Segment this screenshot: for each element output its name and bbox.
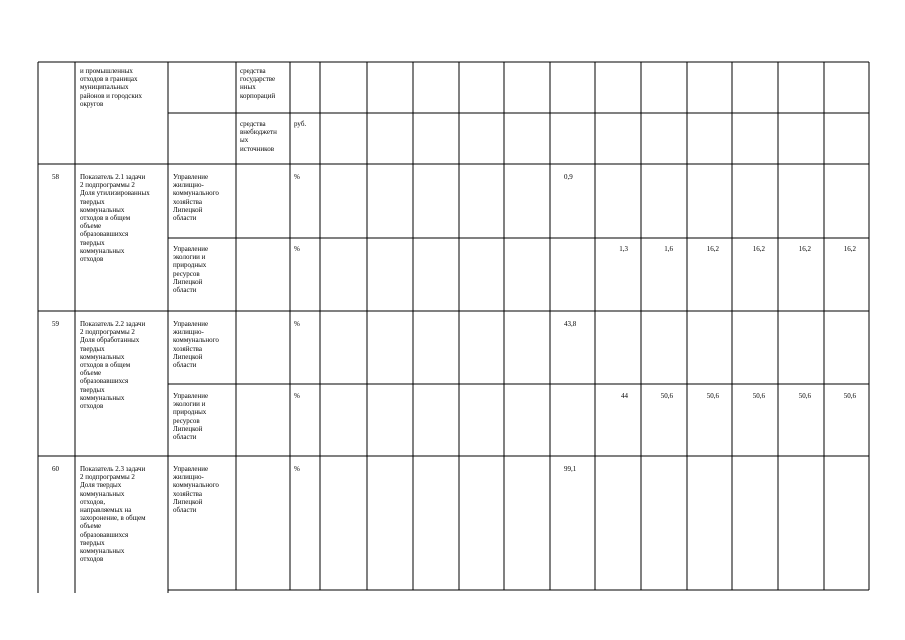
row-58-value-2: 1,6 xyxy=(664,245,673,253)
row-58-value-3: 16,2 xyxy=(706,245,719,253)
header-indicator-continued: и промышленных отходов в границах муниципальных районов и городских округов xyxy=(80,67,142,108)
row-59-value-2: 50,6 xyxy=(660,392,673,400)
row-58-executor-ecology: Управление экологии и природных ресурсов Липецкой области xyxy=(173,245,209,295)
row-59-value-1: 44 xyxy=(621,392,628,400)
row-59-value-5: 50,6 xyxy=(798,392,811,400)
row-59-number: 59 xyxy=(52,320,59,328)
row-58-executor-housing: Управление жилищно- коммунального хозяйства Липецкой области xyxy=(173,173,219,223)
row-60-indicator: Показатель 2.3 задачи 2 подпрограммы 2 Доля твердых коммунальных отходов, направляемых на захоронение, в общем объеме образовавшихся твердых коммунальных отходов xyxy=(80,465,146,564)
header-unit-rub: руб. xyxy=(294,120,307,128)
row-59-value-4: 50,6 xyxy=(752,392,765,400)
row-59-indicator: Показатель 2.2 задачи 2 подпрограммы 2 Доля обработанных твердых коммунальных отходов в общем объеме образовавшихся твердых коммунальных отходов xyxy=(80,320,146,411)
header-source-extrabudgetary: средства внебюджетн ых источников xyxy=(240,120,277,153)
row-59-executor-ecology: Управление экологии и природных ресурсов Липецкой области xyxy=(173,392,209,442)
row-58-indicator: Показатель 2.1 задачи 2 подпрограммы 2 Доля утилизированных твердых коммунальных отходов в общем объеме образовавшихся твердых коммунальных отходов xyxy=(80,173,150,264)
row-60-base-value: 99,1 xyxy=(564,465,577,473)
row-58-value-4: 16,2 xyxy=(752,245,765,253)
row-58-value-6: 16,2 xyxy=(843,245,856,253)
row-59-unit-2: % xyxy=(294,392,300,400)
header-source-state-corporations: средства государстве нных корпораций xyxy=(240,67,276,100)
row-60-number: 60 xyxy=(52,465,59,473)
row-59-value-6: 50,6 xyxy=(843,392,856,400)
row-58-unit-1: % xyxy=(294,173,300,181)
row-60-executor-housing: Управление жилищно- коммунального хозяйства Липецкой области xyxy=(173,465,219,515)
row-59-unit-1: % xyxy=(294,320,300,328)
row-59-base-value: 43,8 xyxy=(564,320,577,328)
row-59-value-3: 50,6 xyxy=(706,392,719,400)
row-58-value-1: 1,3 xyxy=(619,245,628,253)
row-58-number: 58 xyxy=(52,173,59,181)
row-60-unit-1: % xyxy=(294,465,300,473)
row-58-value-5: 16,2 xyxy=(798,245,811,253)
row-58-base-value: 0,9 xyxy=(564,173,573,181)
row-59-executor-housing: Управление жилищно- коммунального хозяйства Липецкой области xyxy=(173,320,219,370)
row-58-unit-2: % xyxy=(294,245,300,253)
